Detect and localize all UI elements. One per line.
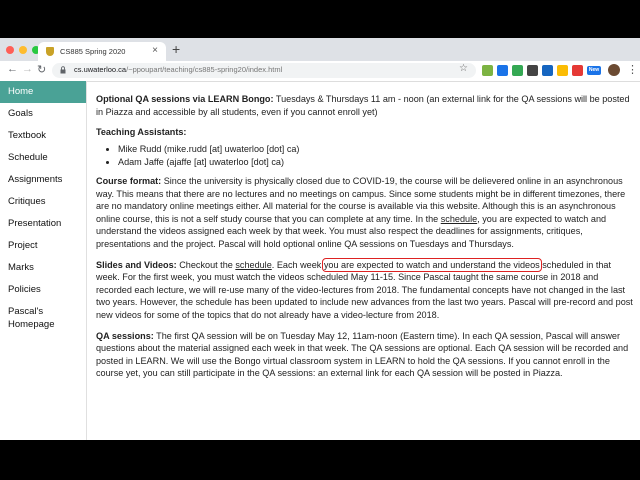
qa-bongo-text: Tuesdays & Thursdays 11 am - noon (an external link for the QA sessions will be posted in Piazza and accessible by all students, even if you cannot enroll yet) (96, 94, 630, 117)
qa-sessions-heading: QA sessions: (96, 330, 154, 341)
browser-tab[interactable] (38, 42, 166, 61)
extension-icon-2[interactable] (497, 65, 508, 76)
tab-title: CS885 Spring 2020 (60, 47, 126, 56)
course-format-text-2: , you are expected to watch and understand the videos assigned each week by that week. You must also respect the deadlines for assignments, critiques, presentations and the project. Pascal will hold optional online QA sessions on Tuesdays and Thursdays. (96, 213, 607, 249)
slides-videos-heading: Slides and Videos: (96, 259, 177, 270)
extension-icon-5[interactable] (542, 65, 553, 76)
sidebar-item-policies[interactable]: Policies (8, 284, 41, 295)
sidebar-item-project[interactable]: Project (8, 240, 38, 251)
sidebar-item-pascals-homepage[interactable]: Pascal's Homepage (8, 306, 55, 330)
address-bar[interactable] (52, 63, 476, 78)
ta-list (96, 143, 634, 169)
course-format-paragraph (96, 175, 634, 251)
sidebar-item-presentation[interactable]: Presentation (8, 218, 62, 229)
extension-icon-3[interactable] (512, 65, 523, 76)
tab-strip (0, 38, 640, 61)
sidebar-item-marks[interactable]: Marks (8, 262, 34, 273)
slides-text-3: scheduled in that week. For the first week, you must watch the videos scheduled May 11-15. Since Pascal taught the same course in 2018 and recorded each lecture, we will re-use many of the video-lectures from 2018. The fundamental concepts have not changed in the last two years. However, the schedule has been updated to include new advances from the last two years. Pascal will pre-record and post new videos for some of the topics that do not already have a video-lecture from 2018. (96, 259, 633, 320)
course-format-schedule-link[interactable]: schedule (440, 213, 478, 224)
window-controls (6, 46, 40, 54)
main-content (96, 81, 634, 440)
course-format-text-1: Since the university is physically closed due to COVID-19, the course will be delievered online in an asynchronous way. This means that there are no lectures and no meetings on campus. Since some students might be in different timezones, there are no mandatory online meetings either. All material for the course is available via this website. Although this is an asynchronous online course, this is not a self study course that you can complete at any time. In the (96, 175, 626, 224)
qa-sessions-paragraph (96, 330, 634, 380)
extension-icon-1[interactable] (482, 65, 493, 76)
ta-item-1: • Mike Rudd (mike.rudd [at] uwaterloo [dot] ca) (118, 143, 634, 156)
sidebar-item-assignments[interactable]: Assignments (8, 174, 63, 185)
reload-icon[interactable]: ↻ (37, 64, 47, 76)
url-path: /~ppoupart/teaching/cs885-spring20/index.html (126, 65, 283, 74)
forward-icon[interactable]: → (22, 63, 33, 75)
sidebar-item-critiques[interactable]: Critiques (8, 196, 46, 207)
new-tab-icon[interactable]: + (172, 41, 181, 57)
slides-text-1: Checkout the (179, 259, 233, 270)
browser-toolbar (0, 61, 640, 82)
sidebar-item-textbook[interactable]: Textbook (8, 130, 47, 141)
lock-icon (60, 66, 66, 74)
qa-bongo-heading: Optional QA sessions via LEARN Bongo: (96, 94, 274, 104)
ta-item-2: • Adam Jaffe (ajaffe [at] uwaterloo [dot] ca) (118, 156, 634, 169)
ta-heading-paragraph (96, 126, 634, 139)
url-text (74, 65, 282, 74)
close-window-icon[interactable] (6, 46, 14, 54)
slides-schedule-link[interactable]: schedule (235, 259, 272, 270)
minimize-window-icon[interactable] (19, 46, 27, 54)
url-host: cs.uwaterloo.ca (74, 65, 127, 74)
slides-videos-paragraph (96, 259, 634, 322)
piazza-line (96, 81, 634, 82)
uwaterloo-favicon-icon (46, 47, 54, 56)
bookmark-star-icon[interactable]: ☆ (459, 63, 468, 74)
tab-close-icon[interactable]: × (152, 45, 158, 56)
browser-menu-icon[interactable]: ⋮ (627, 64, 638, 76)
sidebar-item-home[interactable]: Home (0, 81, 86, 103)
extension-new-badge-icon[interactable]: New (588, 67, 600, 73)
sidebar-item-schedule[interactable]: Schedule (8, 152, 48, 163)
qa-bongo-paragraph (96, 93, 634, 118)
ta-heading: Teaching Assistants: (96, 127, 187, 138)
profile-avatar[interactable] (608, 64, 620, 76)
back-icon[interactable]: ← (7, 63, 18, 75)
course-format-heading: Course format: (96, 175, 162, 186)
extension-icon-7[interactable] (572, 65, 583, 76)
slides-text-2: . Each week (271, 259, 322, 270)
extension-icon-4[interactable] (527, 65, 538, 76)
highlighted-phrase: you are expected to watch and understand the videos (323, 259, 540, 270)
extension-icon-6[interactable] (557, 65, 568, 76)
browser-window (0, 38, 640, 440)
sidebar-nav (0, 81, 87, 440)
qa-sessions-text: The first QA session will be on Tuesday May 12, 11am-noon (Eastern time). In each QA session, Pascal will answer questions about the material assigned each week in that week. The QA sessions are optional. Each QA session will be recorded and posted in LEARN. We will use the Bongo virtual classroom system in LEARN to hold the QA sessions. If you cannot enroll in the course yet, you can still participate in the QA sessions: an external link for each QA session will be posted in Piazza. (96, 330, 629, 379)
sidebar-item-goals[interactable]: Goals (8, 108, 33, 119)
